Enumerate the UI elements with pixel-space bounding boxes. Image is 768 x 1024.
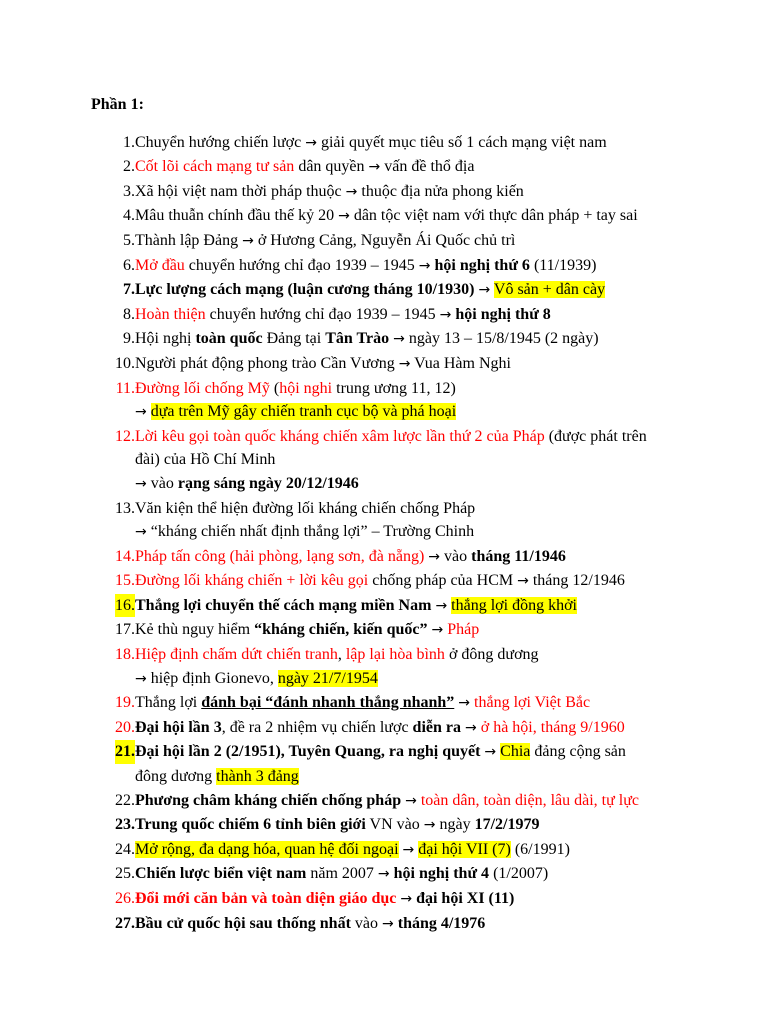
text-run: , đề ra 2 nhiệm vụ chiến lược	[221, 718, 413, 736]
text-run: (được phát trên	[544, 427, 647, 445]
arrow-right-icon: →	[423, 817, 436, 834]
arrow-right-icon: →	[402, 841, 415, 858]
item-text	[135, 743, 626, 760]
item-text	[135, 355, 511, 372]
text-run: Chiến lược biển việt nam	[135, 865, 307, 883]
list-item	[91, 545, 728, 570]
item-number: 10.	[115, 354, 135, 372]
item-text	[135, 865, 548, 882]
arrow-right-icon: →	[484, 744, 497, 761]
arrow-right-icon: →	[382, 915, 394, 932]
item-number: 7.	[123, 281, 135, 299]
text-run: giải quyết mục tiêu số 1 cách mạng việt nam	[316, 133, 607, 151]
item-text-wrap	[135, 765, 728, 789]
item-number: 19.	[115, 694, 135, 712]
text-run: Thắng lợi chuyển thế cách mạng miền Nam	[135, 596, 432, 614]
text-run: Thành lập Đảng	[135, 231, 243, 249]
text-run: đại hội VII (7)	[418, 840, 511, 858]
arrow-right-icon: →	[458, 695, 471, 712]
text-run: Đại hội lần 2 (2/1951), Tuyên Quang, ra nghị quyết	[135, 743, 481, 761]
text-run: Mở rộng, đa dạng hóa, quan hệ đối ngoại	[135, 840, 399, 858]
list-item	[91, 789, 728, 814]
item-text	[135, 646, 539, 663]
text-run: vào	[440, 547, 472, 565]
item-text	[135, 330, 599, 347]
item-number: 26.	[115, 890, 135, 907]
arrow-right-icon: →	[405, 792, 417, 809]
item-text	[135, 915, 485, 932]
item-text	[135, 232, 515, 249]
text-run: Chuyển hướng chiến lược	[135, 133, 306, 151]
section-heading: Phần 1:	[91, 96, 144, 113]
text-run: thành 3 đảng	[216, 768, 299, 786]
list-item	[91, 862, 728, 887]
text-run: hội nghị thứ 8	[455, 305, 551, 323]
item-number: 2.	[123, 158, 135, 176]
list-item	[91, 740, 728, 788]
text-run: đài) của Hồ Chí Minh	[135, 451, 276, 469]
item-number: 13.	[115, 499, 135, 517]
item-text	[135, 719, 625, 736]
text-run: đảng cộng sản	[530, 743, 626, 761]
arrow-right-icon: →	[431, 622, 444, 639]
text-run: đại hội XI (11)	[416, 890, 515, 907]
item-number: 25.	[115, 865, 135, 883]
text-run: Hiệp định chấm dứt chiến tranh	[135, 646, 338, 664]
text-run: “kháng chiến nhất định thắng lợi” – Trường Chinh	[146, 523, 475, 541]
arrow-right-icon: →	[400, 891, 413, 907]
text-run: vào	[350, 914, 382, 932]
text-run: (1/2007)	[489, 865, 549, 883]
arrow-right-icon: →	[439, 306, 452, 323]
text-run: ở hà hội, tháng 9/1960	[480, 718, 625, 736]
item-text	[135, 816, 539, 833]
text-run: lập lại hòa bình	[345, 646, 445, 664]
text-run: ở đông dương	[444, 646, 539, 664]
list-item	[91, 691, 728, 716]
item-continuation	[135, 520, 728, 545]
list-item	[91, 643, 728, 691]
text-run: rạng sáng ngày 20/12/1946	[177, 474, 359, 492]
list-item	[91, 377, 728, 425]
item-text	[135, 621, 479, 638]
item-text	[135, 548, 566, 565]
text-run: Đảng tại	[262, 330, 326, 348]
text-run: hiệp định Gionevo,	[146, 669, 278, 687]
list-item	[91, 887, 728, 912]
text-run: ngày	[435, 816, 475, 834]
arrow-right-icon: →	[377, 866, 390, 883]
list-item	[91, 569, 728, 594]
text-run: ngày 21/7/1954	[277, 669, 378, 687]
text-run: Người phát động phong trào Cần Vương	[135, 354, 399, 372]
arrow-right-icon: →	[517, 573, 529, 590]
arrow-right-icon: →	[465, 719, 477, 736]
list-item	[91, 327, 728, 352]
text-run: Lực lượng cách mạng (luận cương tháng 10/1930)	[135, 281, 475, 299]
text-run: Đổi mới căn bản và toàn diện giáo dục	[135, 890, 397, 907]
list-item	[91, 838, 728, 863]
text-run: (	[269, 379, 280, 397]
item-text	[135, 792, 639, 809]
item-text	[135, 572, 625, 589]
text-run: 17/2/1979	[474, 816, 540, 834]
item-text	[135, 183, 524, 200]
item-number: 8.	[123, 305, 135, 323]
item-text-wrap	[135, 448, 728, 472]
text-run: Bầu cử quốc hội sau thống nhất	[135, 914, 351, 932]
item-number: 1.	[123, 133, 135, 151]
list-item	[91, 352, 728, 377]
list-item	[91, 278, 728, 303]
text-run: đánh bại “đánh nhanh thắng nhanh”	[201, 694, 455, 712]
text-run: (11/1939)	[529, 256, 597, 274]
text-run: diễn ra	[412, 718, 461, 736]
text-run: Mâu thuẫn chính đầu thế kỷ 20	[135, 207, 339, 225]
item-text	[135, 281, 605, 298]
text-run: tháng 12/1946	[528, 572, 625, 590]
text-run: ở Hương Cảng, Nguyễn Ái Quốc chủ trì	[253, 231, 516, 249]
text-run: thắng lợi Việt Bắc	[474, 694, 591, 712]
item-text	[135, 890, 514, 907]
text-run: tháng 11/1946	[471, 547, 566, 565]
text-run: vào	[146, 474, 178, 492]
text-run: Chia	[500, 743, 531, 761]
list-item	[91, 254, 728, 279]
item-text	[135, 597, 577, 614]
text-run: ,	[337, 646, 346, 664]
item-number: 9.	[123, 330, 135, 348]
text-run: năm 2007	[306, 865, 378, 883]
list-item	[91, 204, 728, 229]
text-run: VN vào	[365, 816, 424, 834]
item-number: 21.	[115, 740, 135, 764]
list-item	[91, 229, 728, 254]
text-run: chống pháp của HCM	[368, 572, 518, 590]
arrow-right-icon: →	[393, 331, 405, 348]
item-number: 12.	[115, 427, 135, 445]
item-text	[135, 257, 596, 274]
text-run: chuyển hướng chỉ đạo 1939 – 1945	[205, 305, 440, 323]
text-run: hội nghị thứ 4	[393, 865, 490, 883]
item-text	[135, 841, 570, 858]
item-text	[135, 158, 474, 175]
item-text	[135, 500, 475, 517]
item-text	[135, 134, 607, 151]
list-item	[91, 131, 728, 156]
text-run: Kẻ thù nguy hiểm	[135, 621, 255, 639]
text-run: toàn dân, toàn diện, lâu dài, tự lực	[420, 791, 639, 809]
text-run: thắng lợi đồng khởi	[451, 596, 577, 614]
arrow-right-icon: →	[305, 134, 317, 151]
text-run: “kháng chiến, kiến quốc”	[254, 621, 428, 639]
item-number: 6.	[123, 256, 135, 274]
item-continuation	[135, 472, 728, 497]
text-run: hội nghị thứ 6	[434, 256, 530, 274]
list-item	[91, 813, 728, 838]
arrow-right-icon: →	[135, 524, 147, 541]
item-number: 24.	[115, 840, 135, 858]
text-run: Đường lối kháng chiến + lời kêu gọi	[135, 572, 369, 590]
item-text	[135, 207, 638, 224]
item-number: 11.	[115, 379, 135, 397]
text-run: Pháp	[447, 621, 480, 639]
text-run: trung ương 11, 12)	[332, 379, 456, 397]
text-run: đông dương	[135, 768, 217, 786]
text-run: Trung quốc chiếm 6 tỉnh biên giới	[135, 816, 366, 834]
text-run: Lời kêu gọi toàn quốc kháng chiến xâm lược lần thứ 2 của Pháp	[135, 427, 545, 445]
arrow-right-icon: →	[435, 597, 448, 614]
item-text	[135, 694, 590, 711]
list-item	[91, 425, 728, 497]
list-item	[91, 303, 728, 328]
numbered-list	[91, 131, 728, 937]
text-run: Đường lối chống Mỹ	[135, 379, 270, 397]
text-run: toàn quốc	[195, 330, 263, 348]
text-run: Vua Hàm Nghi	[410, 354, 511, 372]
list-item	[91, 716, 728, 741]
text-run: Thắng lợi	[135, 694, 202, 712]
text-run: chuyển hướng chỉ đạo 1939 – 1945	[184, 256, 419, 274]
arrow-right-icon: →	[135, 670, 147, 687]
text-run: tháng 4/1976	[397, 914, 486, 932]
text-run: thuộc địa nửa phong kiến	[357, 182, 524, 200]
arrow-right-icon: →	[478, 282, 491, 299]
item-text	[135, 428, 647, 445]
item-number: 27.	[115, 914, 135, 932]
text-run: dựa trên Mỹ gây chiến tranh cục bộ và phá hoại	[150, 403, 457, 421]
list-item	[91, 497, 728, 545]
text-run: (6/1991)	[510, 840, 570, 858]
text-run: Pháp tấn công (hải phòng, lạng sơn, đà nẵng)	[135, 547, 425, 565]
arrow-right-icon: →	[368, 159, 381, 176]
text-run: Văn kiện thể hiện đường lối kháng chiến chống Pháp	[135, 499, 476, 517]
list-item	[91, 180, 728, 205]
text-run: Hoàn thiện	[135, 305, 206, 323]
text-run: Cốt lõi cách mạng tư sản	[135, 158, 295, 176]
text-run: Xã hội việt nam thời pháp thuộc	[135, 182, 346, 200]
item-number: 5.	[123, 231, 135, 249]
list-item	[91, 155, 728, 180]
item-number: 3.	[123, 182, 135, 200]
item-text	[135, 306, 551, 323]
text-run: Vô sản + dân cày	[493, 281, 606, 299]
arrow-right-icon: →	[418, 257, 431, 274]
text-run: dân tộc việt nam với thực dân pháp + tay sai	[349, 207, 638, 225]
text-run: vấn đề thổ địa	[380, 158, 475, 176]
text-run: Phương châm kháng chiến chống pháp	[135, 791, 402, 809]
text-run: Đại hội lần 3	[135, 718, 222, 736]
text-run: Hội nghị	[135, 330, 196, 348]
text-run: Tân Trào	[325, 330, 390, 348]
arrow-right-icon: →	[242, 232, 254, 249]
arrow-right-icon: →	[345, 183, 358, 200]
item-continuation	[135, 667, 728, 692]
item-number: 14.	[115, 547, 135, 565]
text-run: Mở đầu	[135, 256, 185, 274]
item-number: 16.	[115, 594, 135, 618]
item-number: 23.	[115, 816, 135, 834]
item-number: 22.	[115, 791, 135, 809]
item-number: 20.	[115, 718, 135, 736]
arrow-right-icon: →	[338, 208, 350, 225]
item-number: 15.	[115, 572, 135, 590]
text-run: ngày 13 – 15/8/1945 (2 ngày)	[404, 330, 599, 348]
arrow-right-icon: →	[135, 475, 147, 492]
text-run: dân quyền	[294, 158, 369, 176]
item-number: 4.	[123, 207, 135, 225]
list-item	[91, 618, 728, 643]
arrow-right-icon: →	[398, 355, 411, 372]
arrow-right-icon: →	[428, 548, 441, 565]
list-item	[91, 912, 728, 937]
item-number: 18.	[115, 646, 135, 664]
text-run: hội nghi	[279, 379, 333, 397]
item-text	[135, 380, 456, 397]
item-continuation	[135, 400, 728, 425]
arrow-right-icon: →	[135, 404, 147, 421]
item-number: 17.	[115, 621, 135, 639]
list-item	[91, 594, 728, 619]
